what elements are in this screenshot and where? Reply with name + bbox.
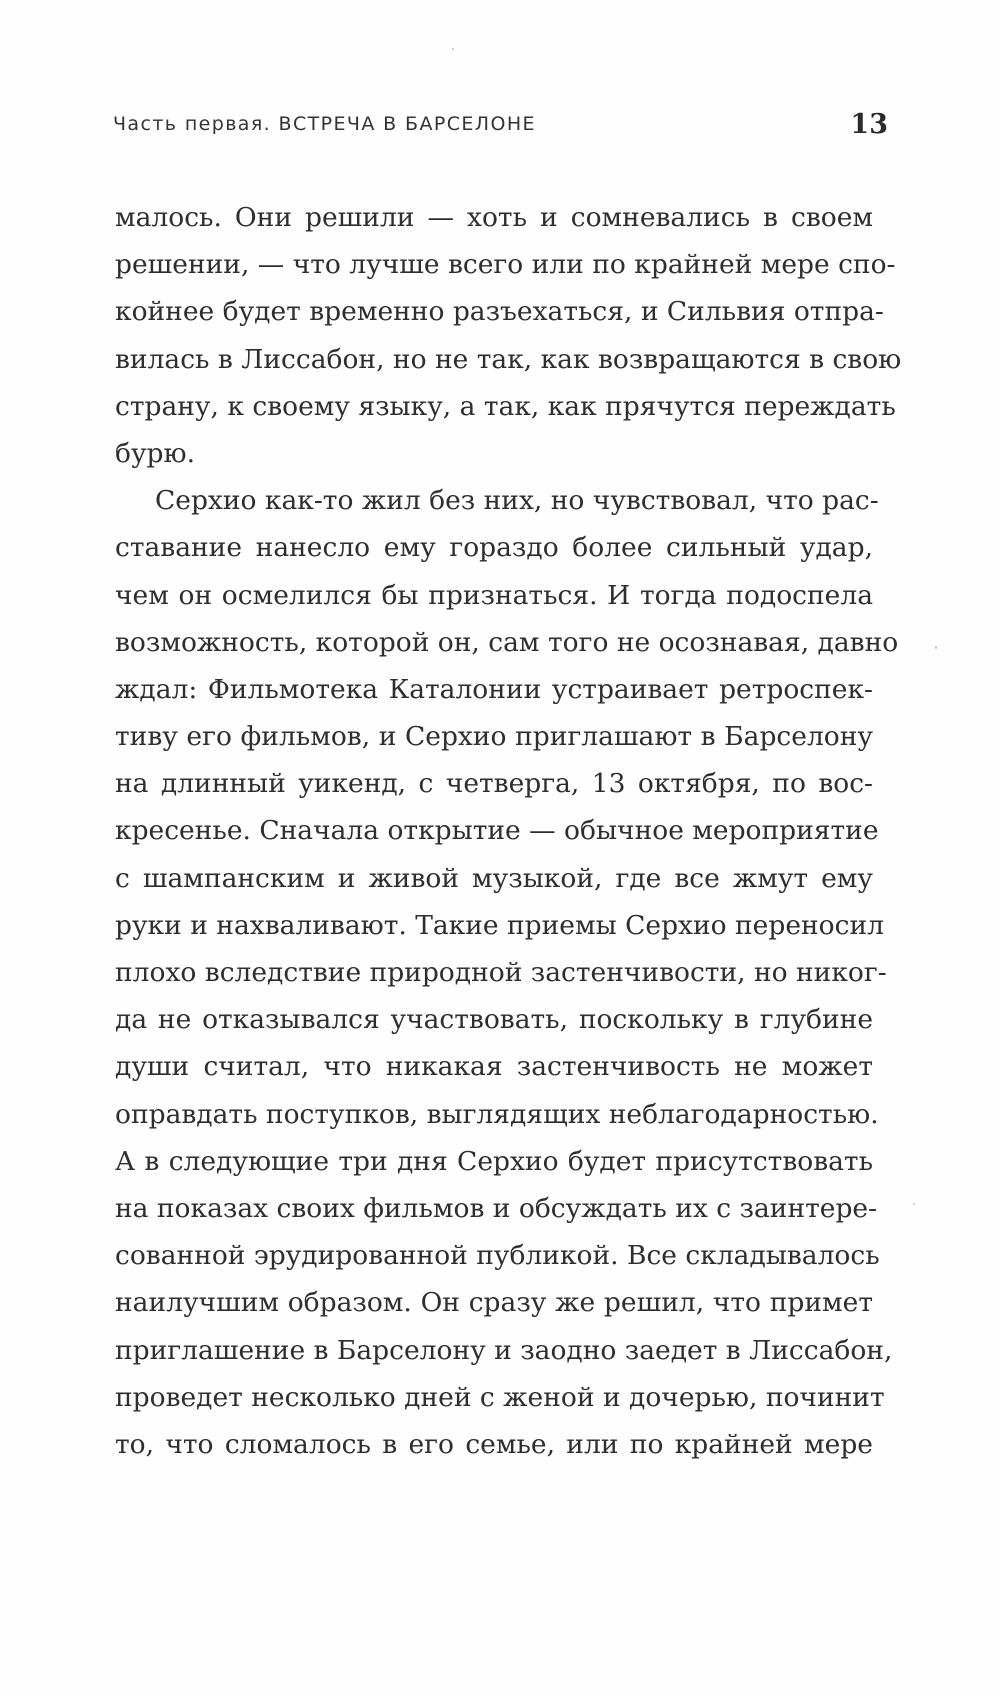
text-line: тиву его фильмов, и Серхио приглашают в Барселону	[115, 721, 873, 753]
text-line: возможность, которой он, сам того не осознавая, давно	[115, 626, 899, 658]
text-line: наилучшим образом. Он сразу же решил, что примет	[115, 1287, 873, 1319]
text-line: оправдать поступков, выглядящих неблагодарностью.	[115, 1098, 879, 1130]
text-line: то, что сломалось в его семье, или по крайней мере	[115, 1428, 873, 1460]
text-line: вилась в Лиссабон, но не так, как возвращаются в свою	[115, 343, 902, 375]
text-line: приглашение в Барселону и заодно заедет в Лиссабон,	[115, 1334, 893, 1366]
text-line: кресенье. Сначала открытие — обычное мероприятие	[115, 815, 879, 847]
text-line: решении, — что лучше всего или по крайней мере спо-	[115, 249, 896, 281]
text-line: плохо вследствие природной застенчивости, но никог-	[115, 957, 887, 988]
text-line: на длинный уикенд, с четверга, 13 октября, по вос-	[115, 768, 873, 800]
text-line: страну, к своему языку, а так, как прячутся переждать	[115, 390, 896, 422]
text-line: да не отказывался участвовать, поскольку в глубине	[115, 1004, 873, 1036]
text-line: малось. Они решили — хоть и сомневались в своем	[115, 202, 873, 233]
text-line: Серхио как-то жил без них, но чувствовал, что рас-	[155, 485, 879, 517]
text-line: души считал, что никакая застенчивость не может	[115, 1051, 873, 1083]
print-speck	[935, 646, 937, 649]
text-line: руки и нахваливают. Такие приемы Серхио переносил	[115, 909, 884, 941]
text-line: с шампанским и живой музыкой, где все жмут ему	[115, 862, 873, 894]
running-header	[113, 104, 888, 144]
text-line: чем он осмелился бы признаться. И тогда подоспела	[115, 579, 873, 611]
text-line: сованной эрудированной публикой. Все складывалось	[115, 1240, 880, 1272]
body-text	[115, 194, 902, 1468]
text-line: ждал: Фильмотека Каталонии устраивает ретроспек-	[115, 673, 873, 705]
text-line: бурю.	[115, 437, 196, 469]
text-line: на показах своих фильмов и обсуждать их с заинтере-	[115, 1192, 878, 1224]
print-speck	[913, 1203, 915, 1205]
text-line: койнее будет временно разъехаться, и Сильвия отпра-	[115, 296, 884, 328]
text-line: проведет несколько дней с женой и дочерью, починит	[115, 1381, 885, 1413]
text-line: А в следующие три дня Серхио будет присутствовать	[115, 1145, 873, 1177]
part-title: Часть первая. ВСТРЕЧА В БАРСЕЛОНЕ	[113, 113, 536, 135]
print-speck	[452, 48, 454, 50]
text-line: ставание нанесло ему гораздо более сильный удар,	[115, 532, 873, 564]
page-number: 13	[850, 108, 888, 140]
